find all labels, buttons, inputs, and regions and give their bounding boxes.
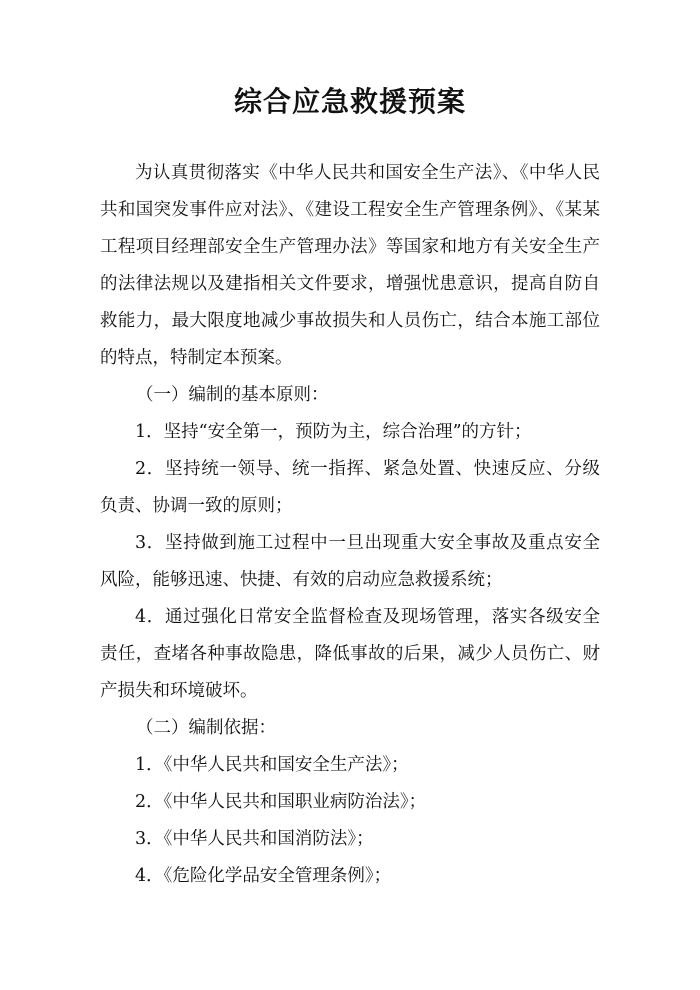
- basis-item: 2．《中华人民共和国职业病防治法》；: [135, 792, 427, 812]
- document-title: 综合应急救援预案: [233, 85, 466, 118]
- principle-item: 4．通过强化日常安全监督检查及现场管理，落实各级安全责任，查堵各种事故隐患，降低事故的后果，减少人员伤亡、财产损失和环境破坏。: [100, 607, 600, 701]
- document-body: [100, 155, 600, 895]
- basis-item: 4．《危险化学品安全管理条例》；: [135, 866, 392, 886]
- basis-item: 3．《中华人民共和国消防法》；: [135, 829, 374, 849]
- principle-item: 2．坚持统一领导、统一指挥、紧急处置、快速反应、分级负责、协调一致的原则；: [100, 459, 600, 516]
- basis-item: 1．《中华人民共和国安全生产法》；: [135, 755, 409, 775]
- section-heading-principles: （一）编制的基本原则：: [136, 385, 329, 405]
- principle-item: 3．坚持做到施工过程中一旦出现重大安全事故及重点安全风险，能够迅速、快捷、有效的启动应急救援系统；: [100, 533, 600, 590]
- intro-paragraph: 为认真贯彻落实《中华人民共和国安全生产法》、《中华人民共和国突发事件应对法》、《建设工程安全生产管理条例》、《某某工程项目经理部安全生产管理办法》等国家和地方有关安全生产的法律法规以及建指相关文件要求，增强忧患意识，提高自防自救能力，最大限度地减少事故损失和人员伤亡，结合本施工部位的特点，特制定本预案。: [100, 163, 600, 368]
- section-heading-basis: （二）编制依据：: [136, 718, 276, 738]
- principle-item: 1．坚持“安全第一，预防为主，综合治理”的方针；: [135, 422, 532, 442]
